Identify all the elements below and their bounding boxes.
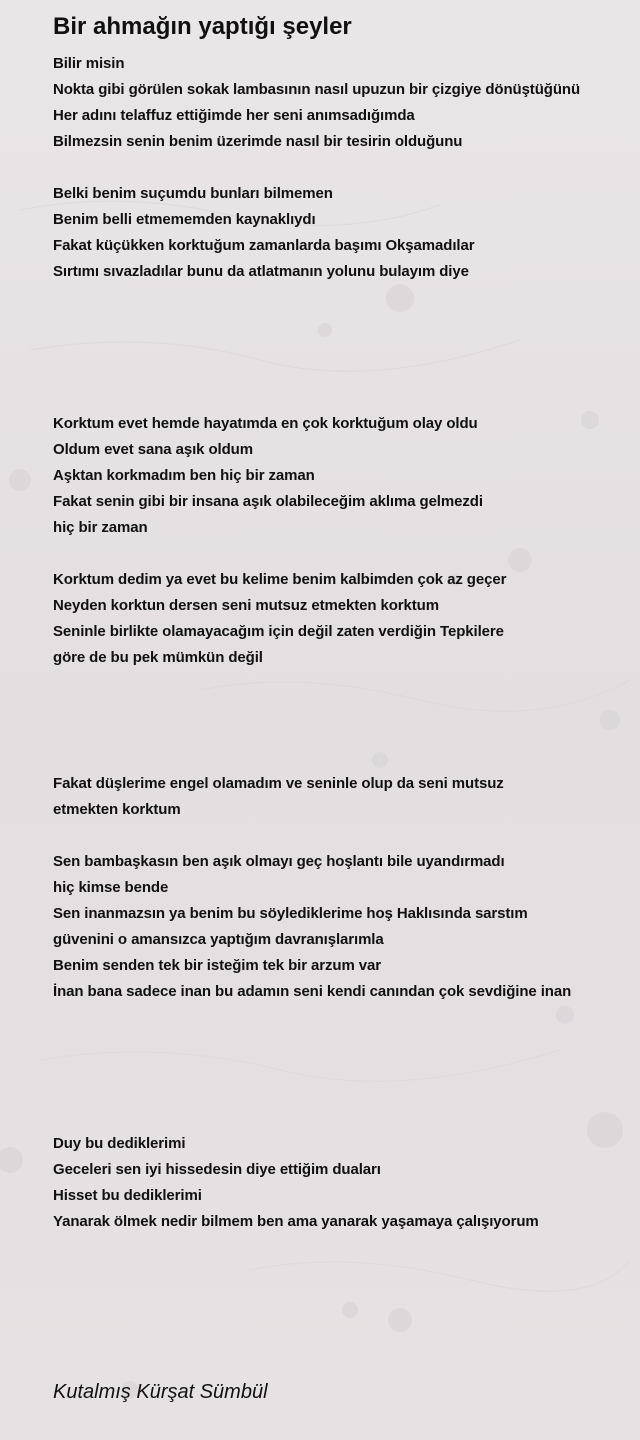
poem-line: göre de bu pek mümkün değil <box>53 649 263 666</box>
poem-line: Sırtımı sıvazladılar bunu da atlatmanın yolunu bulayım diye <box>53 263 469 280</box>
poem-line: Geceleri sen iyi hissedesin diye ettiğim duaları <box>53 1161 381 1178</box>
poem-line: etmekten korktum <box>53 801 181 818</box>
stanza <box>53 181 474 285</box>
poem-line: Her adını telaffuz ettiğimde her seni anımsadığımda <box>53 107 415 124</box>
poem-line: Fakat düşlerime engel olamadım ve seninle olup da seni mutsuz <box>53 775 504 792</box>
poem-line: Korktum dedim ya evet bu kelime benim kalbimden çok az geçer <box>53 571 507 588</box>
stanza <box>53 1131 539 1235</box>
poem-line: Bilir misin <box>53 55 125 72</box>
poem-line: İnan bana sadece inan bu adamın seni kendi canından çok sevdiğine inan <box>53 983 572 1000</box>
poem-line: Aşktan korkmadım ben hiç bir zaman <box>53 467 315 484</box>
poem-line: Sen inanmazsın ya benim bu söylediklerime hoş Haklısında sarstım <box>53 905 528 922</box>
poem-line: Sen bambaşkasın ben aşık olmayı geç hoşlantı bile uyandırmadı <box>53 853 505 870</box>
poem-line: Nokta gibi görülen sokak lambasının nasıl upuzun bir çizgiye dönüştüğünü <box>53 81 581 98</box>
poem-line: Fakat senin gibi bir insana aşık olabileceğim aklıma gelmezdi <box>53 493 483 510</box>
poem-line: Oldum evet sana aşık oldum <box>53 441 253 458</box>
poem-title: Bir ahmağın yaptığı şeyler <box>53 13 352 40</box>
poem-line: Seninle birlikte olamayacağım için değil zaten verdiğin Tepkilere <box>53 623 504 640</box>
poem-line: Belki benim suçumdu bunları bilmemen <box>53 185 333 202</box>
poem-line: Fakat küçükken korktuğum zamanlarda başımı Okşamadılar <box>53 237 475 254</box>
poem-line: Benim belli etmememden kaynaklıydı <box>53 211 316 228</box>
poem-line: Yanarak ölmek nedir bilmem ben ama yanarak yaşamaya çalışıyorum <box>53 1213 539 1230</box>
poem-line: Korktum evet hemde hayatımda en çok korktuğum olay oldu <box>53 415 478 432</box>
poem-line: Bilmezsin senin benim üzerimde nasıl bir tesirin olduğunu <box>53 133 463 150</box>
stanza <box>53 411 483 541</box>
stanza <box>53 771 504 823</box>
stanza <box>53 51 580 155</box>
stanza <box>53 849 571 1005</box>
poem-line: Neyden korktun dersen seni mutsuz etmekten korktum <box>53 597 439 614</box>
stanza <box>53 567 506 671</box>
poem-line: Hisset bu dediklerimi <box>53 1187 202 1204</box>
poem-line: güvenini o amansızca yaptığım davranışlarımla <box>53 931 384 948</box>
poem-line: Benim senden tek bir isteğim tek bir arzum var <box>53 957 382 974</box>
poem-author: Kutalmış Kürşat Sümbül <box>53 1381 268 1403</box>
poem-line: hiç kimse bende <box>53 879 169 896</box>
poem-line: hiç bir zaman <box>53 519 148 536</box>
poem-line: Duy bu dediklerimi <box>53 1135 186 1152</box>
